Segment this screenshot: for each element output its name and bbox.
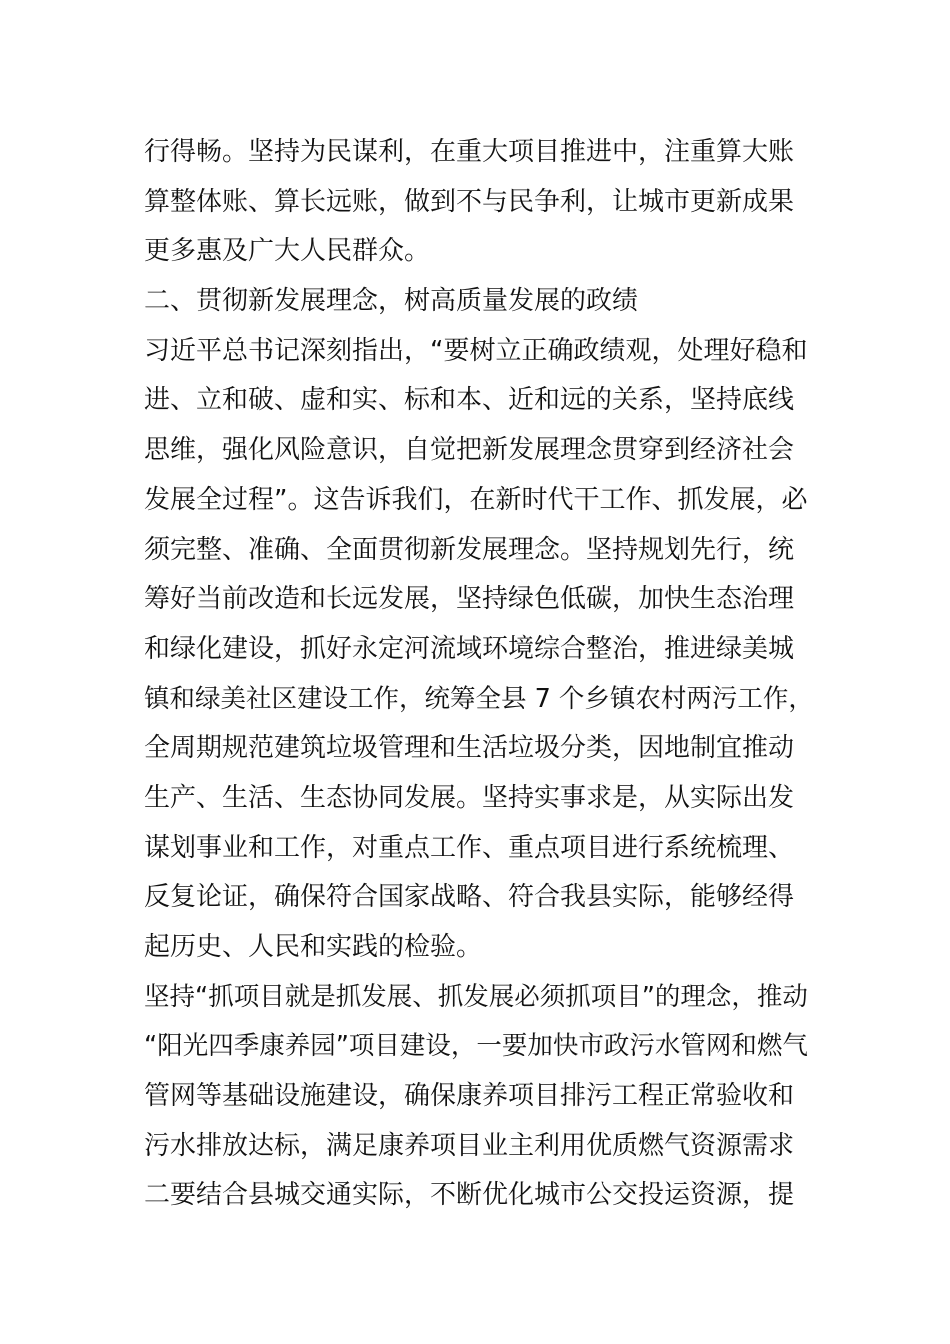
text-line: 和绿化建设，抓好永定河流域环境综合整治，推进绿美城	[144, 633, 795, 664]
text-line: 生产、生活、生态协同发展。坚持实事求是，从实际出发	[144, 782, 795, 813]
text-line: 起历史、人民和实践的检验。	[144, 932, 483, 962]
text-line: 管网等基础设施建设，确保康养项目排污工程正常验收和	[144, 1081, 795, 1112]
text-line: 行得畅。坚持为民谋利，在重大项目推进中，注重算大账	[144, 137, 795, 167]
text-line: 算整体账、算长远账，做到不与民争利，让城市更新成果	[144, 186, 795, 217]
text-line: 习近平总书记深刻指出，“要树立正确政绩观，处理好稳和	[144, 335, 808, 366]
text-line: 污水排放达标，满足康养项目业主利用优质燃气资源需求	[144, 1130, 795, 1161]
section-heading: 二、贯彻新发展理念，树高质量发展的政绩	[144, 286, 639, 317]
text-line: “阳光四季康养园”项目建设，一要加快市政污水管网和燃气	[144, 1031, 808, 1062]
text-line: 谋划事业和工作，对重点工作、重点项目进行系统梳理、	[144, 832, 795, 863]
text-line: 镇和绿美社区建设工作，统筹全县 7 个乡镇农村两污工作，	[144, 683, 814, 714]
text-line: 进、立和破、虚和实、标和本、近和远的关系，坚持底线	[144, 385, 795, 416]
text-line: 更多惠及广大人民群众。	[144, 236, 431, 267]
text-line: 发展全过程”。这告诉我们，在新时代干工作、抓发展，必	[144, 484, 808, 515]
text-line: 思维，强化风险意识，自觉把新发展理念贯穿到经济社会	[144, 435, 795, 466]
text-line: 全周期规范建筑垃圾管理和生活垃圾分类，因地制宜推动	[144, 733, 795, 764]
text-line: 须完整、准确、全面贯彻新发展理念。坚持规划先行，统	[144, 534, 795, 565]
text-line: 筹好当前改造和长远发展，坚持绿色低碳，加快生态治理	[144, 584, 795, 615]
text-line: 坚持“抓项目就是抓发展、抓发展必须抓项目”的理念，推动	[144, 981, 808, 1012]
document-body	[144, 128, 814, 1221]
text-line: 二要结合县城交通实际，不断优化城市公交投运资源，提	[144, 1180, 795, 1211]
text-line: 反复论证，确保符合国家战略、符合我县实际，能够经得	[144, 882, 795, 913]
